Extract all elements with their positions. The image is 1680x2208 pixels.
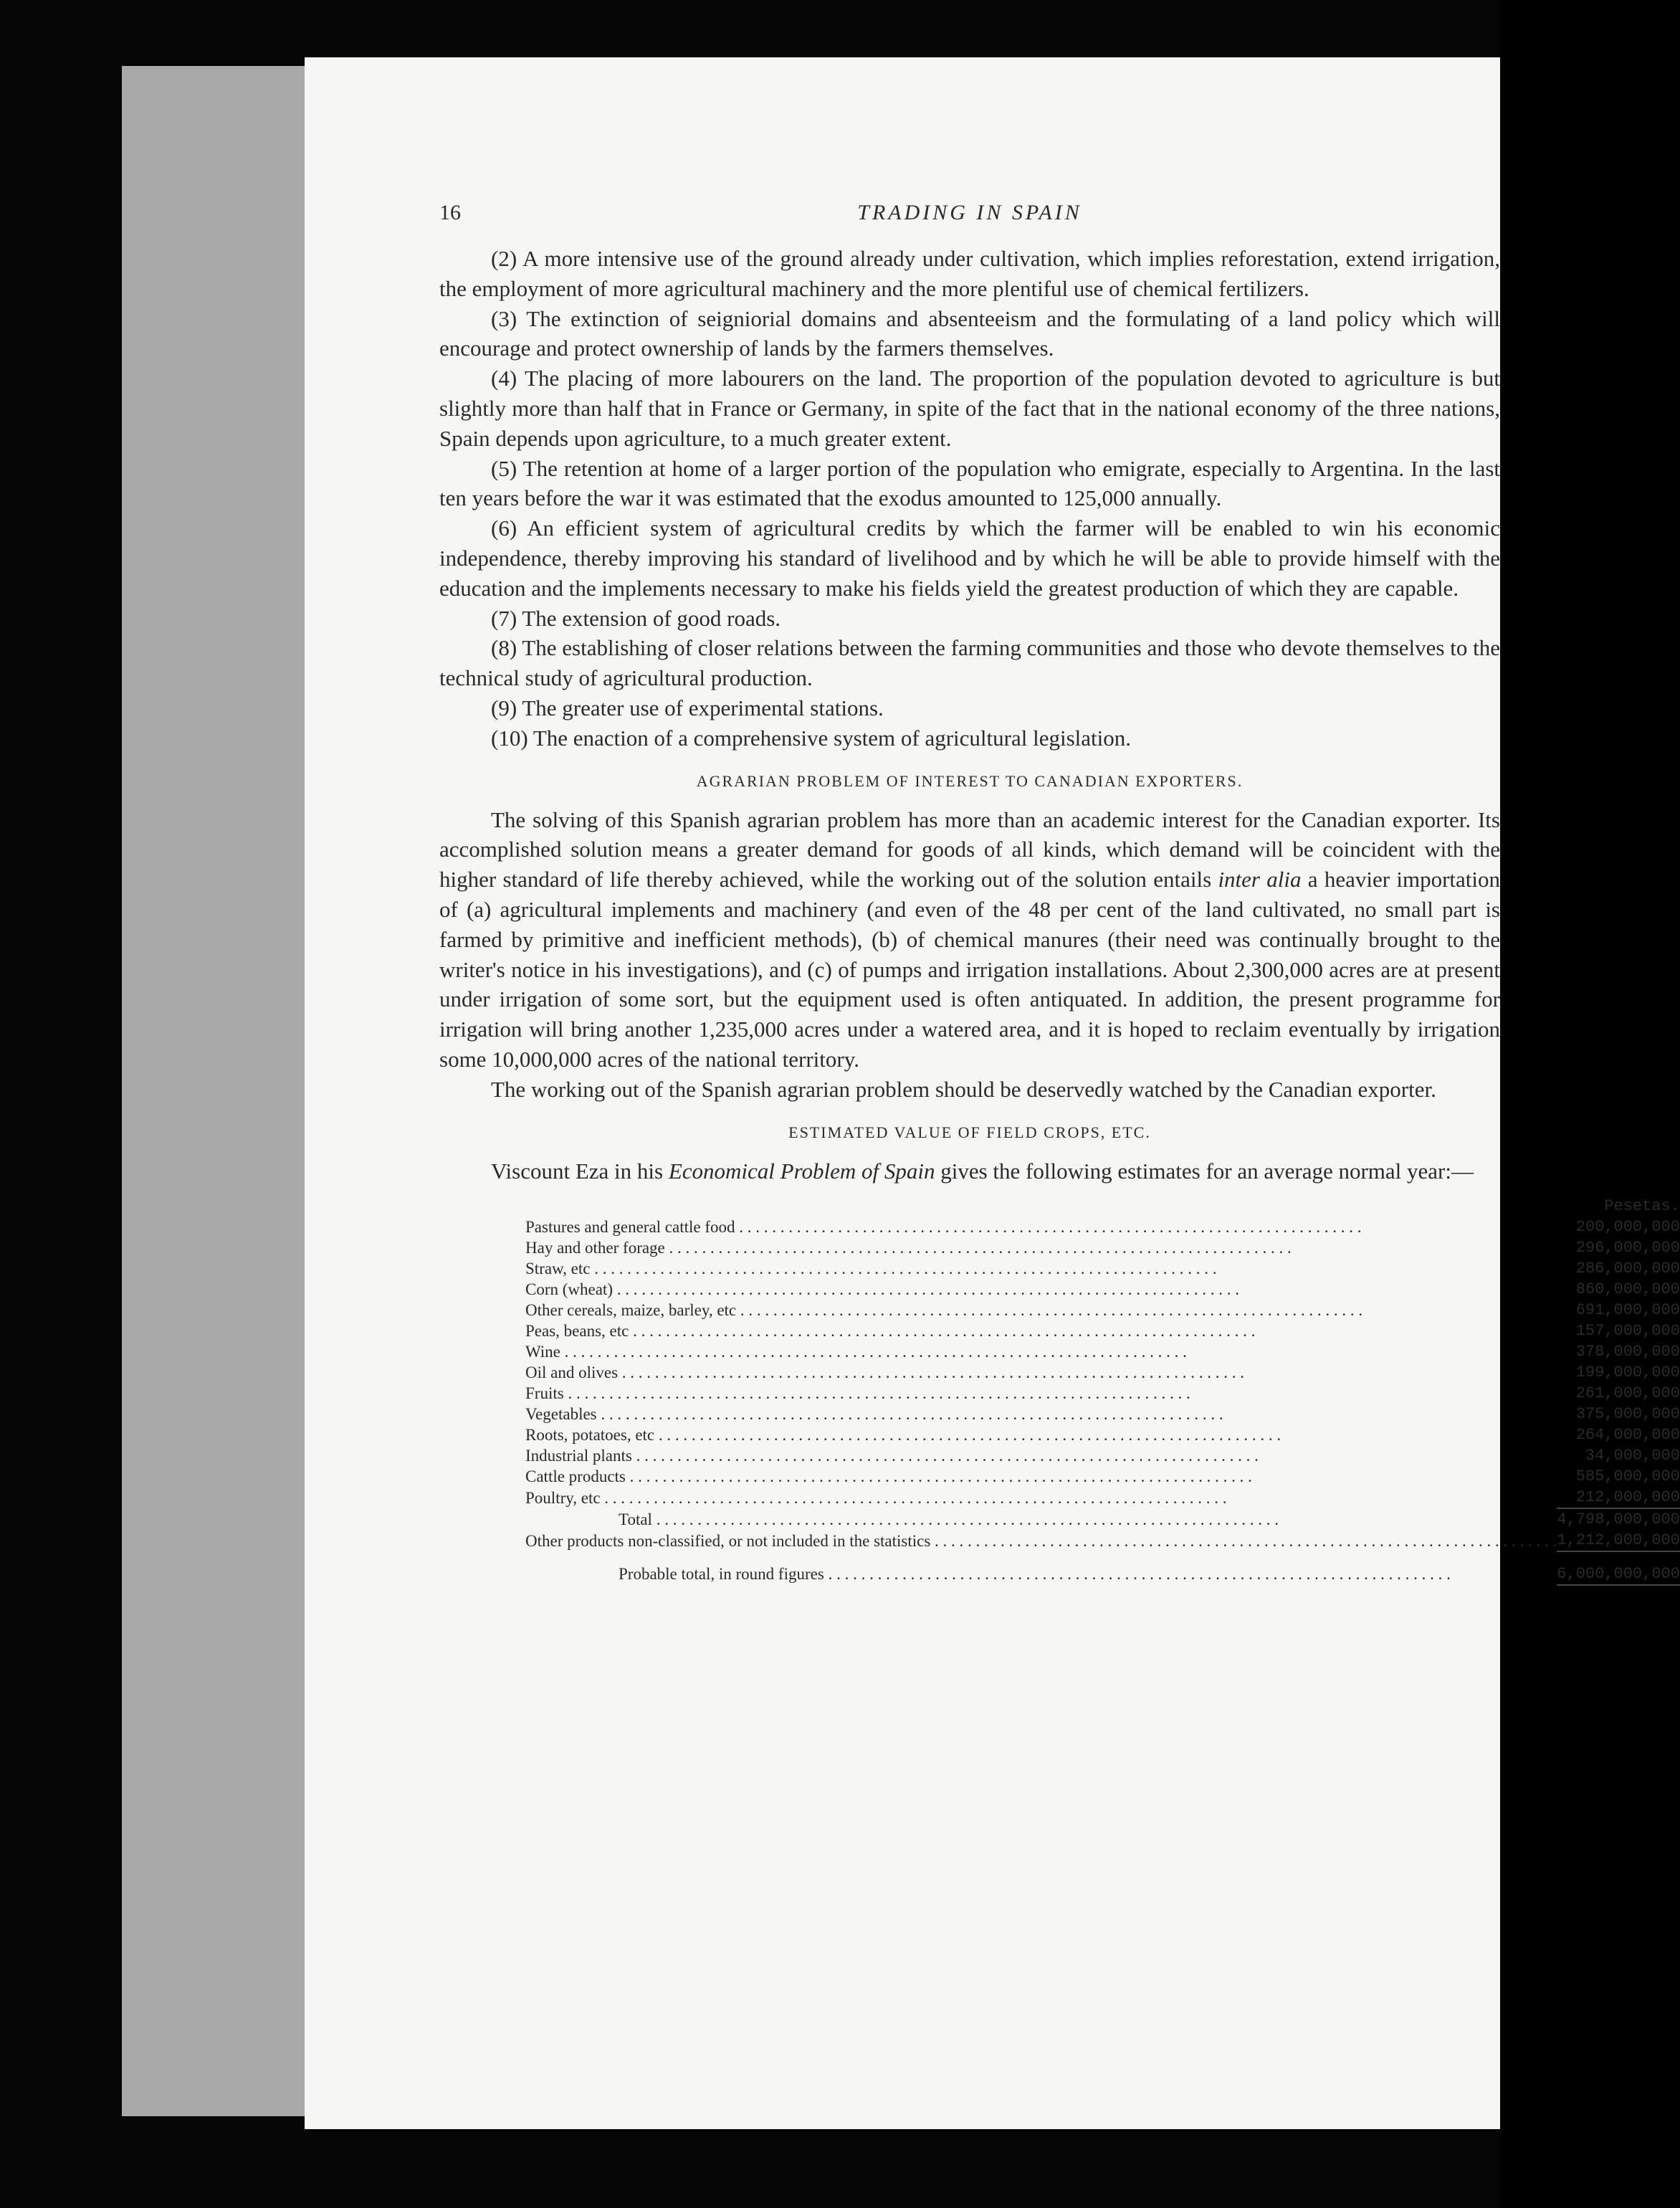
table-row [525, 1279, 1680, 1300]
agrarian-conclusion: The working out of the Spanish agrarian problem should be deservedly watched by the Canadian exporter. [491, 1076, 1436, 1102]
list-item-9: (9) The greater use of experimental stations. [491, 695, 884, 720]
crop-item-value: 261,000,000 [1575, 1384, 1680, 1403]
list-item-3: (3) The extinction of seigniorial domains and absenteeism and the formulating of a land policy which will encourage and protect ownership of lands by the farmers themselves. [439, 305, 1500, 361]
table-row [525, 1404, 1680, 1424]
crop-item-value: 375,000,000 [1575, 1405, 1680, 1424]
crop-item-label: Oil and olives [525, 1364, 619, 1382]
total-row [525, 1508, 1680, 1530]
crop-item-label: Hay and other forage [525, 1239, 665, 1257]
table-row [525, 1445, 1680, 1466]
document-page [305, 57, 1680, 2129]
unit-row [525, 1196, 1680, 1217]
crop-item-label: Other cereals, maize, barley, etc [525, 1301, 737, 1320]
list-item-6: (6) An efficient system of agricultural credits by which the farmer will be enabled to win his economic independence, thereby improving his standard of livelihood and by which he will be able to provide himself with the education and the implements necessary to make his fields yield the greatest production of which they are capable. [439, 515, 1500, 601]
section-heading-field-crops: ESTIMATED VALUE OF FIELD CROPS, ETC. [788, 1123, 1151, 1141]
list-item-7: (7) The extension of good roads. [491, 605, 781, 631]
running-title: TRADING IN SPAIN [857, 201, 1082, 224]
intro-text-a: Viscount Eza in his [491, 1158, 669, 1184]
table-row [525, 1300, 1680, 1320]
probable-total-label: Probable total, in round figures [619, 1565, 824, 1584]
crop-item-value: 200,000,000 [1575, 1218, 1680, 1237]
crop-item-value: 157,000,000 [1575, 1322, 1680, 1341]
table-row [525, 1320, 1680, 1341]
crop-item-label: Roots, potatoes, etc [525, 1426, 655, 1445]
page-content [439, 201, 1680, 1586]
crop-item-label: Fruits [525, 1384, 564, 1403]
other-products-row [525, 1530, 1680, 1551]
crop-item-label: Poultry, etc [525, 1488, 601, 1507]
list-item-2: (2) A more intensive use of the ground already under cultivation, which implies reforestation, extend irrigation, the employment of more agricultural machinery and the more plentiful use of chemical fertilizers. [439, 246, 1500, 301]
section-heading-agrarian: AGRARIAN PROBLEM OF INTEREST TO CANADIAN EXPORTERS. [696, 771, 1244, 790]
agrarian-text-a: The solving of this Spanish agrarian problem has more than an academic interest for the Canadian exporter. Its accomplished solution means a greater demand for goods of all kinds, which demand will be coincident with the higher standard of life thereby achieved, while the working out of the solution entails [439, 806, 1500, 893]
list-item-4: (4) The placing of more labourers on the land. The proportion of the population devoted to agriculture is but slightly more than half that in France or Germany, in spite of the fact that in the national economy of the three nations, Spain depends upon agriculture, to a much greater extent. [439, 366, 1500, 451]
agrarian-text-b: a heavier importation of (a) agricultural implements and machinery (and even of the 48 per cent of the land cultivated, no small part is farmed by primitive and inefficient methods), (b) of chemical manures (their need was continually brought to the writer's notice in his investigations), and (c) of pumps and irrigation installations. About 2,300,000 acres are at present under irrigation of some sort, but the equipment used is often antiquated. In addition, the present programme for irrigation will bring another 1,235,000 acres under a watered area, and it is hoped to reclaim eventually by irrigation some 10,000,000 acres of the national territory. [439, 867, 1500, 1072]
table-row [525, 1217, 1680, 1237]
book-title: Economical Problem of Spain [668, 1158, 935, 1184]
total-value: 4,798,000,000 [1557, 1510, 1680, 1529]
crop-item-label: Corn (wheat) [525, 1280, 613, 1299]
crop-item-label: Straw, etc [525, 1260, 591, 1278]
crop-item-value: 286,000,000 [1575, 1260, 1680, 1278]
crop-item-label: Industrial plants [525, 1447, 632, 1465]
table-row [525, 1424, 1680, 1445]
field-crops-table [525, 1196, 1680, 1586]
crop-item-value: 212,000,000 [1557, 1487, 1680, 1508]
agrarian-text-italic: inter alia [1218, 867, 1302, 893]
total-label: Total [619, 1510, 652, 1528]
other-products-value: 1,212,000,000 [1557, 1530, 1680, 1551]
probable-total-value: 6,000,000,000 [1557, 1551, 1680, 1585]
crop-item-value: 860,000,000 [1575, 1280, 1680, 1299]
other-products-label: Other products non-classified, or not included in the statistics [525, 1531, 931, 1550]
list-item-8: (8) The establishing of closer relations between the farming communities and those who devote themselves to the technical study of agricultural production. [439, 635, 1500, 691]
table-row [525, 1487, 1680, 1508]
crop-item-value: 378,000,000 [1575, 1343, 1680, 1361]
crop-item-label: Pastures and general cattle food [525, 1218, 735, 1237]
table-row [525, 1362, 1680, 1383]
list-item-5: (5) The retention at home of a larger portion of the population who emigrate, especially to Argentina. In the last ten years before the war it was estimated that the exodus amounted to 125,000 annually. [439, 455, 1500, 511]
underlying-page-edge [122, 66, 330, 2116]
table-row [525, 1383, 1680, 1404]
table-row [525, 1466, 1680, 1487]
intro-text-b: gives the following estimates for an average normal year:— [935, 1158, 1474, 1184]
crop-item-value: 296,000,000 [1575, 1239, 1680, 1257]
crop-item-value: 691,000,000 [1575, 1301, 1680, 1320]
crop-item-label: Vegetables [525, 1405, 597, 1424]
crop-item-label: Peas, beans, etc [525, 1322, 629, 1341]
page-number: 16 [439, 201, 461, 224]
probable-total-row [525, 1551, 1680, 1585]
table-row [525, 1341, 1680, 1362]
list-item-10: (10) The enaction of a comprehensive system of agricultural legislation. [491, 725, 1131, 751]
table-row [525, 1258, 1680, 1279]
crop-item-value: 264,000,000 [1575, 1426, 1680, 1445]
field-crops-intro [439, 1156, 1500, 1186]
crop-item-label: Wine [525, 1343, 560, 1361]
crop-item-value: 34,000,000 [1585, 1447, 1680, 1465]
crop-item-value: 199,000,000 [1575, 1364, 1680, 1382]
unit-label: Pesetas. [1604, 1197, 1680, 1216]
agrarian-paragraph [439, 805, 1500, 1075]
page-header [439, 201, 1500, 244]
crop-item-label: Cattle products [525, 1467, 626, 1486]
table-row [525, 1237, 1680, 1258]
crop-item-value: 585,000,000 [1575, 1467, 1680, 1486]
